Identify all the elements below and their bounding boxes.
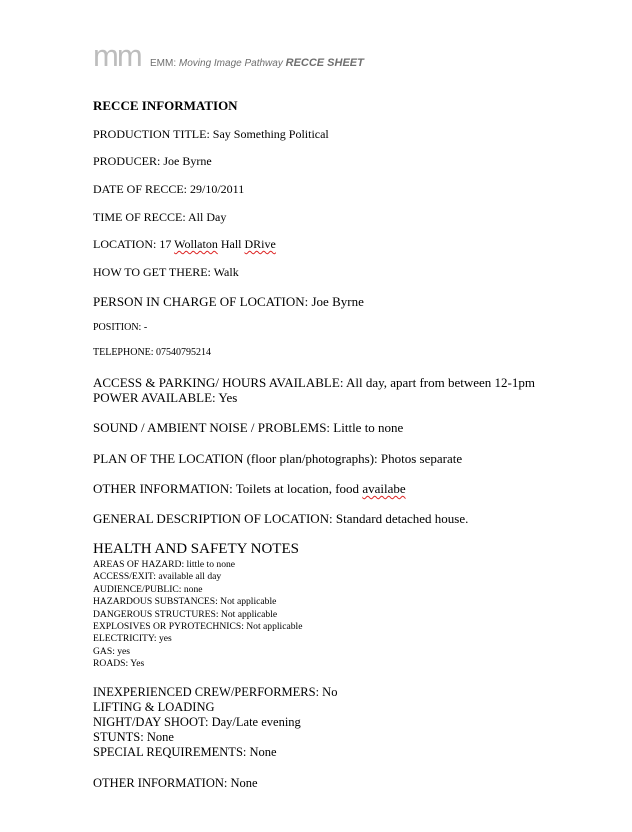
hazard-areas: AREAS OF HAZARD: little to none — [93, 559, 236, 570]
other-info-misspelled-word: availabe — [362, 481, 406, 496]
date-of-recce: DATE OF RECCE: 29/10/2011 — [93, 182, 245, 196]
how-to-get-there: HOW TO GET THERE: Walk — [93, 265, 239, 279]
stunts: STUNTS: None — [93, 730, 174, 744]
header-sheet-title: RECCE SHEET — [285, 57, 364, 69]
gas: GAS: yes — [93, 645, 131, 657]
night-day-shoot: NIGHT/DAY SHOOT: Day/Late evening — [93, 715, 301, 729]
audience-public: AUDIENCE/PUBLIC: none — [93, 583, 203, 595]
production-title: PRODUCTION TITLE: Say Something Political — [93, 127, 329, 141]
crew-list — [93, 685, 337, 760]
sound-ambient-noise: SOUND / AMBIENT NOISE / PROBLEMS: Little to none — [93, 420, 404, 435]
producer: PRODUCER: Joe Byrne — [93, 154, 212, 168]
telephone: TELEPHONE: 07540795214 — [93, 347, 212, 358]
header-subtitle: Moving Image Pathway — [178, 58, 283, 69]
other-information-1 — [93, 481, 406, 497]
location-word-drive: DRive — [244, 237, 276, 251]
header-emm-label: EMM: — [150, 58, 177, 69]
power-available: POWER AVAILABLE: Yes — [93, 390, 238, 405]
location-mid: Hall — [217, 237, 245, 251]
logo-mark: mm — [93, 38, 141, 73]
other-info-prefix: OTHER INFORMATION: Toilets at location, food — [93, 481, 363, 496]
special-requirements: SPECIAL REQUIREMENTS: None — [93, 745, 277, 759]
hazardous-substances: HAZARDOUS SUBSTANCES: Not applicable — [93, 596, 277, 608]
general-description: GENERAL DESCRIPTION OF LOCATION: Standard detached house. — [93, 511, 469, 526]
location-word-wollaton: Wollaton — [174, 237, 218, 251]
plan-of-location: PLAN OF THE LOCATION (floor plan/photographs): Photos separate — [93, 451, 463, 466]
dangerous-structures: DANGEROUS STRUCTURES: Not applicable — [93, 608, 278, 620]
document-header — [150, 57, 364, 69]
access-parking: ACCESS & PARKING/ HOURS AVAILABLE: All day, apart from between 12-1pm — [93, 375, 535, 390]
lifting-loading: LIFTING & LOADING — [93, 700, 215, 714]
roads: ROADS: Yes — [93, 658, 145, 670]
health-safety-heading: HEALTH AND SAFETY NOTES — [93, 541, 299, 557]
location — [93, 237, 276, 252]
recce-heading: RECCE INFORMATION — [93, 98, 238, 113]
other-information-2: OTHER INFORMATION: None — [93, 776, 258, 790]
health-safety-list — [93, 559, 302, 671]
access-exit: ACCESS/EXIT: available all day — [93, 571, 222, 583]
explosives-pyrotechnics: EXPLOSIVES OR PYROTECHNICS: Not applicable — [93, 621, 303, 633]
location-prefix: LOCATION: 17 — [93, 237, 175, 251]
inexperienced-crew: INEXPERIENCED CREW/PERFORMERS: No — [93, 685, 338, 699]
person-in-charge: PERSON IN CHARGE OF LOCATION: Joe Byrne — [93, 294, 364, 309]
position: POSITION: - — [93, 322, 148, 333]
time-of-recce: TIME OF RECCE: All Day — [93, 210, 227, 224]
electricity: ELECTRICITY: yes — [93, 633, 172, 645]
